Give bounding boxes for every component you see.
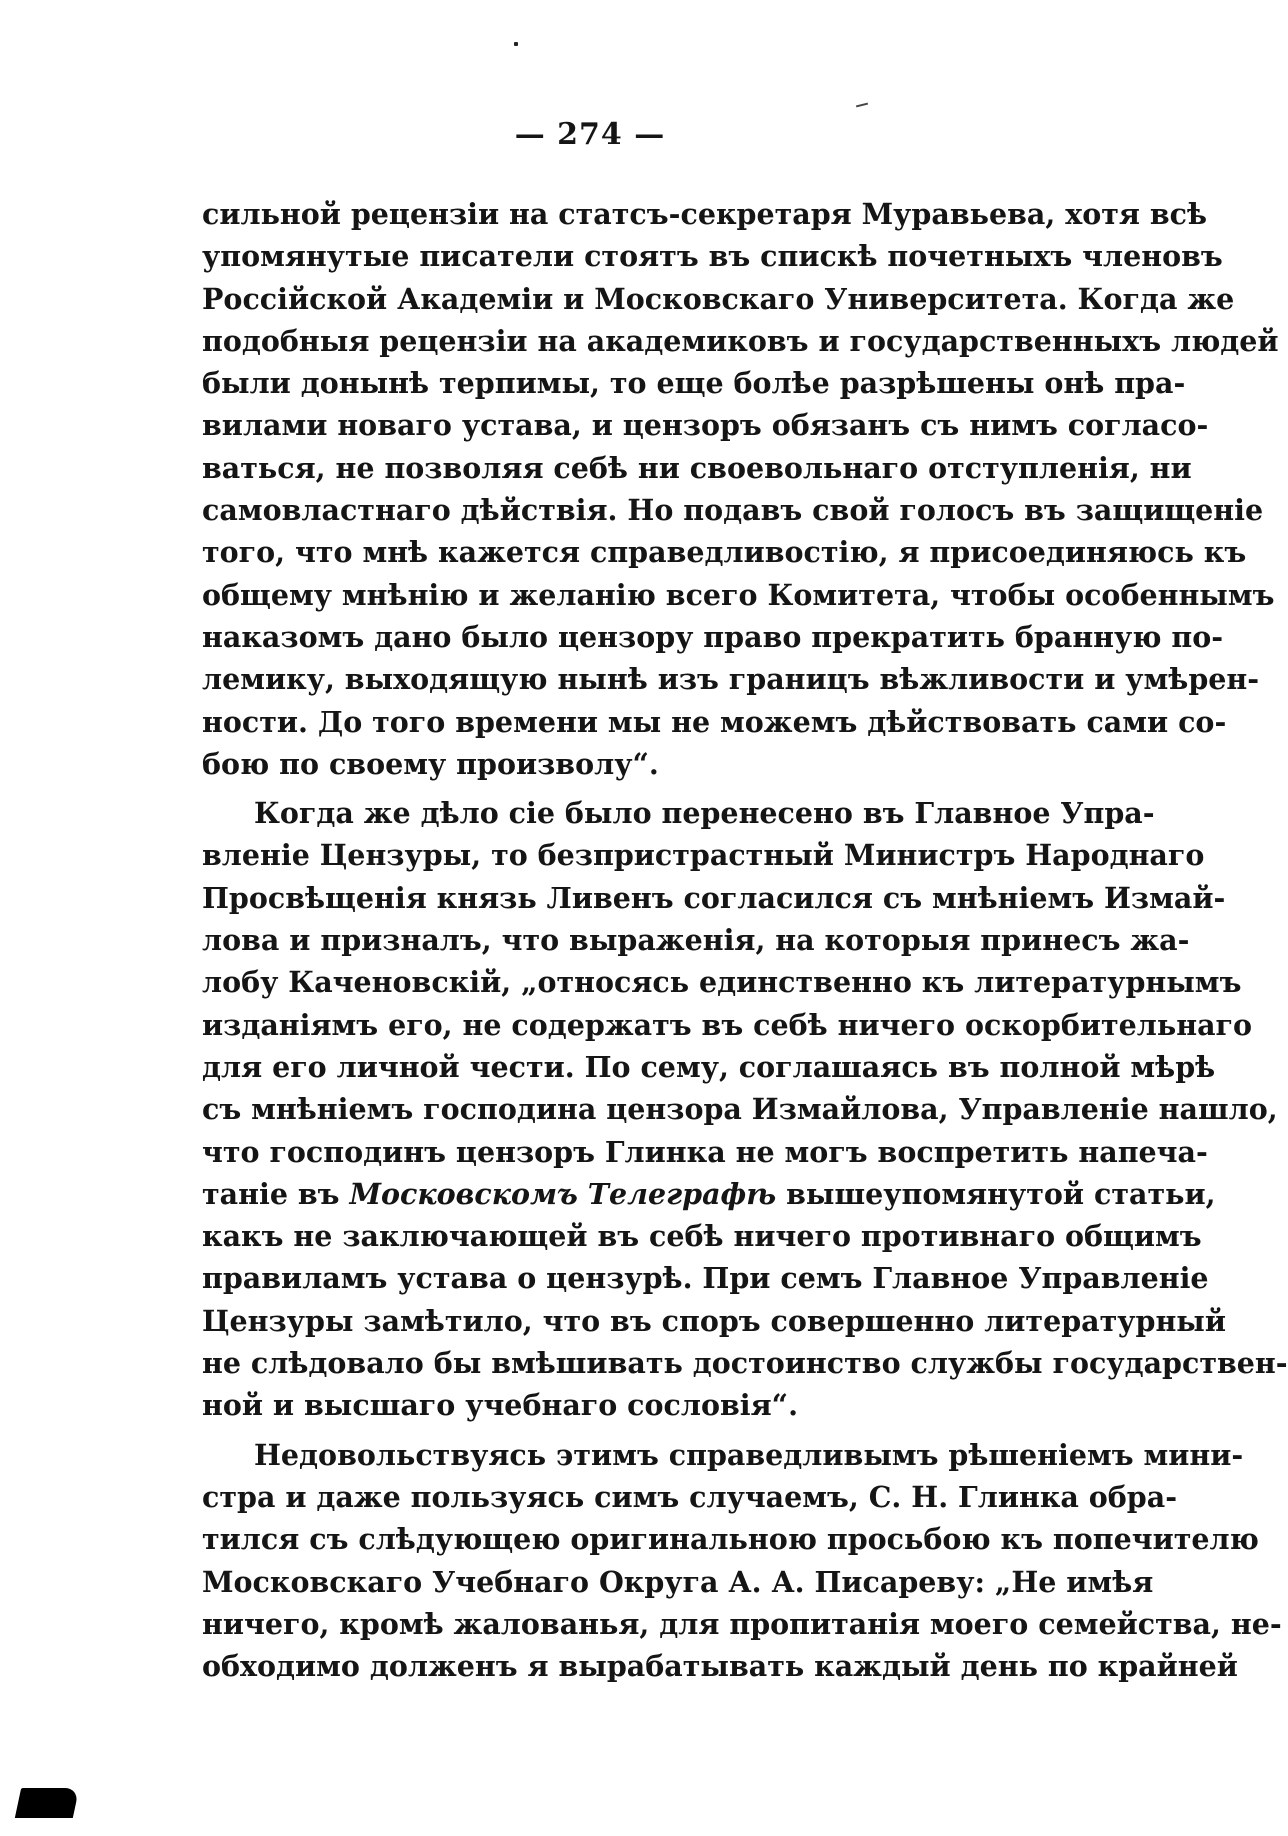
text-line: какъ не заключающей въ себѣ ничего противнаго общимъ — [202, 1219, 1202, 1254]
text-line: Недовольствуясь этимъ справедливымъ рѣшеніемъ мини- — [254, 1437, 1244, 1472]
text-line: для его личной чести. По сему, соглашаясь въ полной мѣрѣ — [202, 1049, 1216, 1084]
text-line: стра и даже пользуясь симъ случаемъ, С. Н. Глинка обра- — [202, 1479, 1178, 1514]
text-line: подобныя рецензіи на академиковъ и государственныхъ людей — [202, 323, 1279, 358]
scan-artifact-dot — [514, 42, 518, 46]
page-body-text — [202, 193, 1288, 1687]
text-line: Московскаго Учебнаго Округа А. А. Писареву: „Не имѣя — [202, 1564, 1154, 1599]
text-line: были донынѣ терпимы, то еще болѣе разрѣшены онѣ пра- — [202, 366, 1186, 401]
text-line: обходимо долженъ я вырабатывать каждый день по крайней — [202, 1649, 1238, 1684]
text-segment: таніе въ — [202, 1176, 350, 1211]
text-line: съ мнѣніемъ господина цензора Измайлова, Управленіе нашло, — [202, 1092, 1278, 1127]
text-line: упомянутые писатели стоятъ въ спискѣ почетныхъ членовъ — [202, 239, 1223, 274]
scan-artifact-dash — [856, 103, 868, 108]
text-line-with-title — [202, 1173, 1216, 1215]
periodical-title: Московскомъ Телеграфѣ — [349, 1176, 777, 1211]
text-line: правиламъ устава о цензурѣ. При семъ Главное Управленіе — [202, 1261, 1209, 1296]
text-line: общему мнѣнію и желанію всего Комитета, чтобы особеннымъ — [202, 577, 1275, 612]
text-line: Просвѣщенія князь Ливенъ согласился съ мнѣніемъ Измай- — [202, 880, 1226, 915]
paragraph-3 — [202, 1434, 1282, 1688]
text-line: самовластнаго дѣйствія. Но подавъ свой голосъ въ защищеніе — [202, 493, 1264, 528]
text-line: ной и высшаго учебнаго сословія“. — [202, 1388, 798, 1423]
scan-artifact-smudge — [15, 1788, 79, 1818]
text-line: изданіямъ его, не содержатъ въ себѣ ничего оскорбительнаго — [202, 1007, 1253, 1042]
text-line: ваться, не позволяя себѣ ни своевольнаго отступленія, ни — [202, 450, 1192, 485]
text-line: Когда же дѣло сіе было перенесено въ Главное Упра- — [254, 796, 1155, 831]
text-line: тился съ слѣдующею оригинальною просьбою къ попечителю — [202, 1522, 1259, 1557]
text-line: бою по своему произволу“. — [202, 746, 659, 781]
text-line: вилами новаго устава, и цензоръ обязанъ съ нимъ согласо- — [202, 408, 1209, 443]
paragraph-2 — [202, 792, 1288, 1426]
text-line: лемику, выходящую нынѣ изъ границъ вѣжливости и умѣрен- — [202, 662, 1260, 697]
text-line: того, что мнѣ кажется справедливостію, я присоединяюсь къ — [202, 535, 1247, 570]
text-line: лова и призналъ, что выраженія, на которыя принесъ жа- — [202, 923, 1190, 958]
text-line: не слѣдовало бы вмѣшивать достоинство службы государствен- — [202, 1346, 1288, 1381]
text-line: лобу Каченовскій, „относясь единственно къ литературнымъ — [202, 965, 1242, 1000]
text-line: ности. До того времени мы не можемъ дѣйствовать сами со- — [202, 704, 1227, 739]
text-segment: вышеупомянутой статьи, — [776, 1176, 1216, 1211]
text-line: Россійской Академіи и Московскаго Университета. Когда же — [202, 281, 1235, 316]
text-line: что господинъ цензоръ Глинка не могъ воспретить напеча- — [202, 1134, 1208, 1169]
text-line: Цензуры замѣтило, что въ споръ совершенно литературный — [202, 1303, 1227, 1338]
text-line: ничего, кромѣ жалованья, для пропитанія моего семейства, не- — [202, 1606, 1282, 1641]
text-line: наказомъ дано было цензору право прекратить бранную по- — [202, 619, 1224, 654]
paragraph-1 — [202, 193, 1279, 785]
text-line: сильной рецензіи на статсъ-секретаря Муравьева, хотя всѣ — [202, 197, 1208, 231]
text-line: вленіе Цензуры, то безпристрастный Министръ Народнаго — [202, 838, 1205, 873]
page-number: — 274 — — [514, 117, 666, 152]
